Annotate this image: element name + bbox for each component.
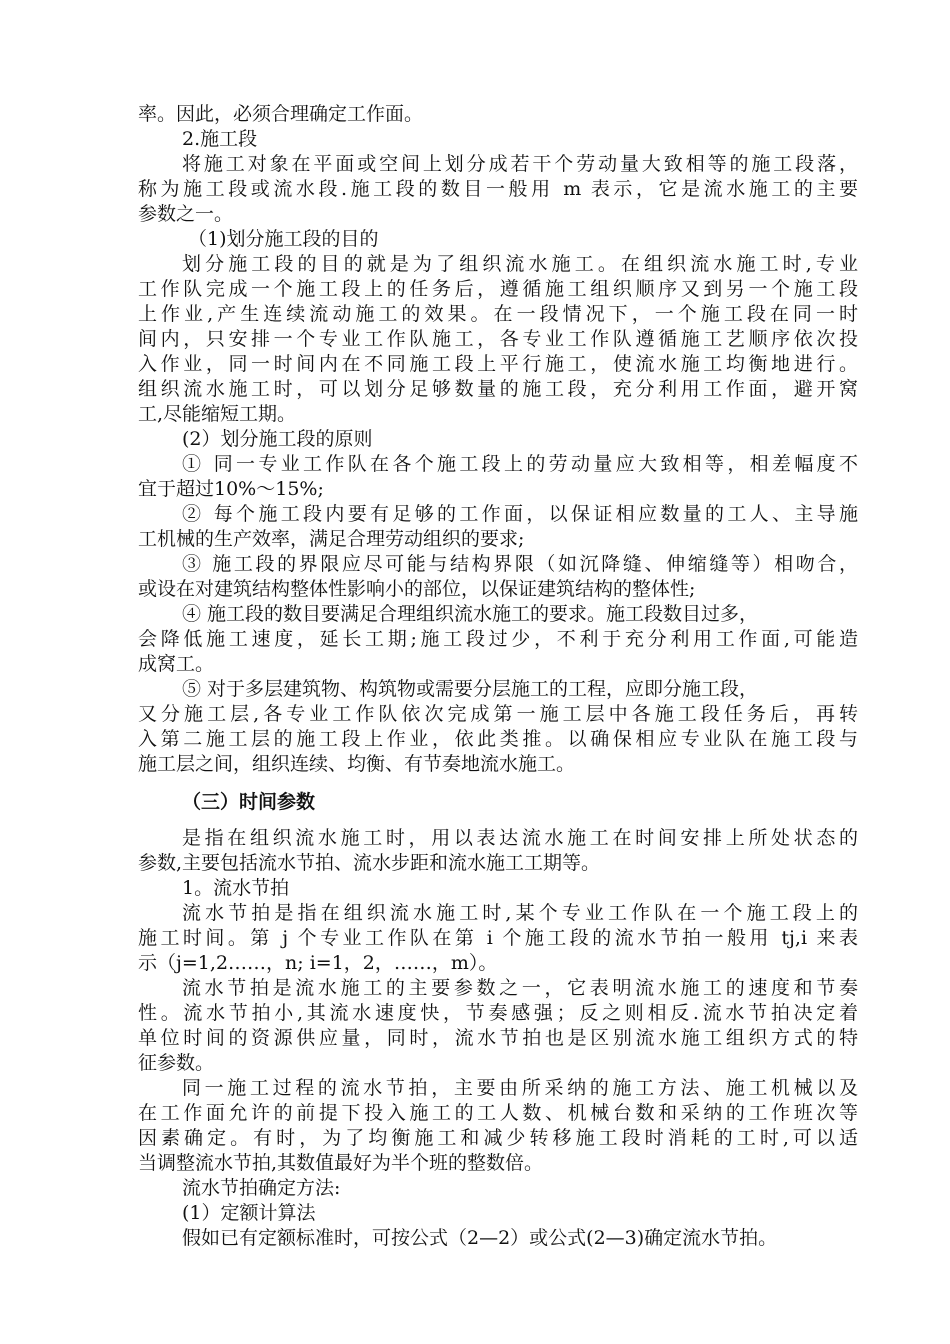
text-line: 参数之一。: [138, 203, 234, 225]
text-line: 假如已有定额标准时，可按公式（2—2）或公式(2—3)确定流水节拍。: [182, 1227, 778, 1249]
text-line: 性。流水节拍小,其流水速度快，节奏感强；反之则相反.流水节拍决定着: [138, 1002, 858, 1024]
text-line: 在工作面允许的前提下投入施工的工人数、机械台数和采纳的工作班次等: [138, 1102, 858, 1124]
section-title-construction-segment: 2.施工段: [182, 128, 258, 150]
text-line: 施工层之间，组织连续、均衡、有节奏地流水施工。: [138, 753, 576, 775]
text-line: 当调整流水节拍,其数值最好为半个班的整数倍。: [138, 1152, 544, 1174]
text-line: 同一施工过程的流水节拍，主要由所采纳的施工方法、施工机械以及: [182, 1077, 858, 1099]
text-line: 因素确定。有时，为了均衡施工和减少转移施工段时消耗的工时,可以适: [138, 1127, 858, 1149]
text-line: 流水节拍确定方法:: [182, 1177, 341, 1199]
subheading-quota-method: (1）定额计算法: [182, 1202, 316, 1224]
text-line: 会降低施工速度，延长工期;施工段过少，不利于充分利用工作面,可能造: [138, 628, 858, 650]
text-line: 成窝工。: [138, 653, 215, 675]
text-line: 工,尽能缩短工期。: [138, 403, 297, 425]
text-line: 又分施工层,各专业工作队依次完成第一施工层中各施工段任务后，再转: [138, 703, 858, 725]
text-line: 组织流水施工时，可以划分足够数量的施工段，充分利用工作面，避开窝: [138, 378, 858, 400]
text-line: 称为施工段或流水段.施工段的数目一般用 m 表示，它是流水施工的主要: [138, 178, 858, 200]
text-line: 间内，只安排一个专业工作队施工，各专业工作队遵循施工艺顺序依次投: [138, 328, 858, 350]
text-line: 工机械的生产效率，满足合理劳动组织的要求;: [138, 528, 525, 550]
text-line: 参数,主要包括流水节拍、流水步距和流水施工工期等。: [138, 852, 601, 874]
text-line: 是指在组织流水施工时，用以表达流水施工在时间安排上所处状态的: [182, 827, 858, 849]
text-line: ① 同一专业工作队在各个施工段上的劳动量应大致相等，相差幅度不: [182, 453, 858, 475]
text-line: 将施工对象在平面或空间上划分成若干个劳动量大致相等的施工段落，: [182, 153, 858, 175]
text-line: 施工时间。第 j 个专业工作队在第 i 个施工段的流水节拍一般用 tj,i 来表: [138, 927, 858, 949]
text-line: 示（j=1,2……，n; i=1，2，……，m）。: [138, 952, 498, 974]
text-line: 上作业,产生连续流动施工的效果。在一段情况下，一个施工段在同一时: [138, 303, 858, 325]
text-line: 划分施工段的目的就是为了组织流水施工。在组织流水施工时,专业: [182, 253, 858, 275]
text-line: 入作业，同一时间内在不同施工段上平行施工，使流水施工均衡地进行。: [138, 353, 858, 375]
text-line: 单位时间的资源供应量，同时，流水节拍也是区别流水施工组织方式的特: [138, 1027, 858, 1049]
section-heading-time-parameters: （三）时间参数: [182, 791, 316, 813]
subheading-purpose: （1)划分施工段的目的: [188, 228, 379, 250]
text-line: 征参数。: [138, 1052, 215, 1074]
text-line: ④ 施工段的数目要满足合理组织流水施工的要求。施工段数目过多，: [182, 603, 759, 625]
section-title-flow-beat: 1。流水节拍: [182, 877, 290, 899]
subheading-principles: (2）划分施工段的原则: [182, 428, 373, 450]
text-line: 工作队完成一个施工段上的任务后，遵循施工组织顺序又到另一个施工段: [138, 278, 858, 300]
text-line: 流水节拍是指在组织流水施工时,某个专业工作队在一个施工段上的: [182, 902, 858, 924]
text-line: 宜于超过10%～15%;: [138, 478, 324, 500]
text-line: ② 每个施工段内要有足够的工作面，以保证相应数量的工人、主导施: [182, 503, 858, 525]
text-line: 或设在对建筑结构整体性影响小的部位，以保证建筑结构的整体性;: [138, 578, 696, 600]
text-line: ③ 施工段的界限应尽可能与结构界限（如沉降缝、伸缩缝等）相吻合，: [182, 553, 858, 575]
text-line: ⑤ 对于多层建筑物、构筑物或需要分层施工的工程，应即分施工段，: [182, 678, 759, 700]
text-line: 入第二施工层的施工段上作业，依此类推。以确保相应专业队在施工段与: [138, 728, 858, 750]
text-line: 流水节拍是流水施工的主要参数之一，它表明流水施工的速度和节奏: [182, 977, 858, 999]
text-line: 率。因此，必须合理确定工作面。: [138, 103, 424, 125]
